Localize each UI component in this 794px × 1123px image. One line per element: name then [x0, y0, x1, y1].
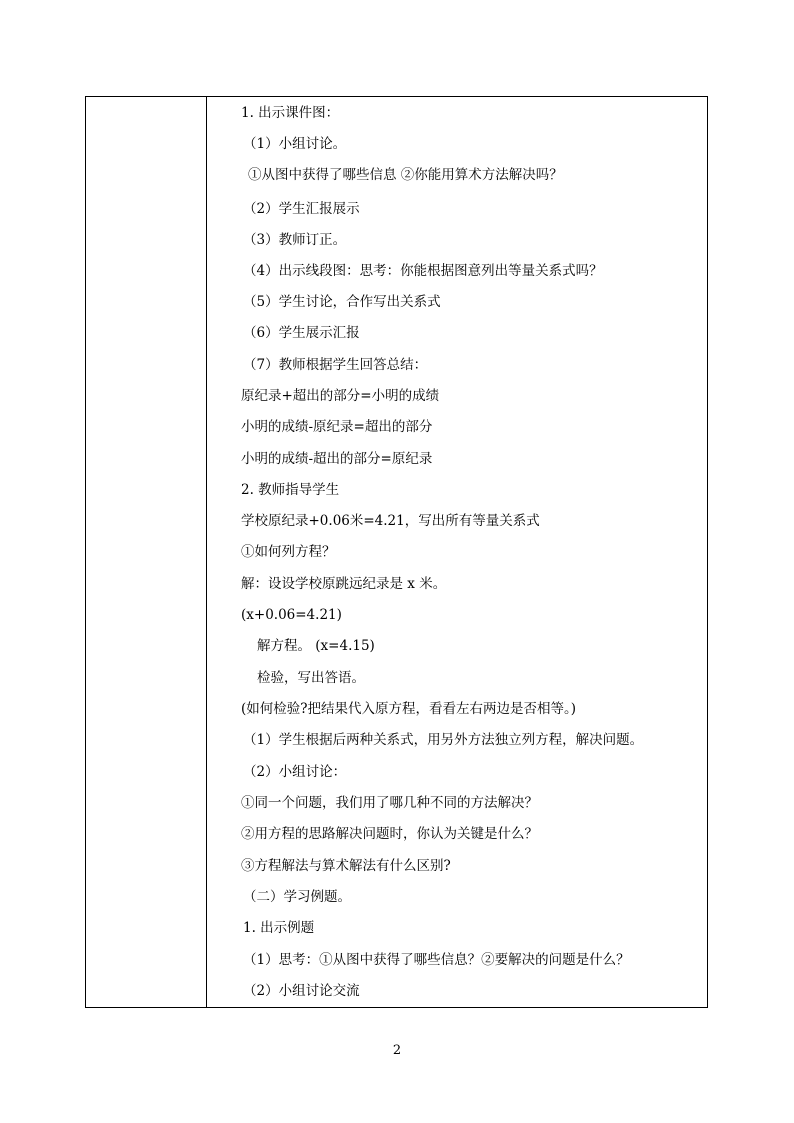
text-line: (如何检验?把结果代入原方程，看看左右两边是否相等。) — [241, 701, 577, 717]
page-number: 2 — [392, 1043, 402, 1058]
text-line: （1）小组讨论。 — [243, 136, 347, 152]
text-line: 解：设设学校原跳远纪录是 x 米。 — [241, 576, 447, 592]
text-line: 小明的成绩-原纪录=超出的部分 — [241, 419, 433, 435]
lesson-table — [85, 96, 708, 1008]
text-line: ③方程解法与算术解法有什么区别? — [241, 858, 451, 874]
text-line: （3）教师订正。 — [243, 232, 347, 248]
text-line: （2）小组讨论： — [243, 764, 347, 780]
text-line: ②用方程的思路解决问题时，你认为关键是什么？ — [241, 826, 538, 842]
text-line: （1）学生根据后两种关系式，用另外方法独立列方程，解决问题。 — [243, 732, 644, 748]
text-line: 小明的成绩-超出的部分=原纪录 — [241, 451, 433, 467]
text-line: （6）学生展示汇报 — [243, 325, 360, 341]
text-line: （2）学生汇报展示 — [243, 201, 360, 217]
text-line: 2. 教师指导学生 — [241, 482, 340, 498]
text-line: （7）教师根据学生回答总结： — [243, 357, 428, 373]
left-column-cell — [86, 97, 207, 1007]
text-line: 1. 出示课件图： — [241, 105, 340, 121]
text-line: （1）思考：①从图中获得了哪些信息？②要解决的问题是什么？ — [243, 952, 630, 968]
text-line: 解方程。 (x=4.15) — [257, 638, 375, 654]
text-line: ①同一个问题，我们用了哪几种不同的方法解决？ — [241, 795, 538, 811]
text-line: （5）学生讨论，合作写出关系式 — [243, 294, 441, 310]
text-line: (x+0.06=4.21) — [241, 607, 342, 623]
text-line: 1. 出示例题 — [243, 920, 315, 936]
text-line: 学校原纪录+0.06米=4.21，写出所有等量关系式 — [241, 513, 540, 529]
text-line: （4）出示线段图：思考：你能根据图意列出等量关系式吗？ — [243, 263, 603, 279]
text-line: 检验，写出答语。 — [257, 670, 365, 686]
text-line: ①从图中获得了哪些信息 ②你能用算术方法解决吗？ — [248, 167, 563, 183]
content-cell — [207, 97, 707, 1007]
text-line: ①如何列方程？ — [241, 544, 336, 560]
text-line: 原纪录+超出的部分=小明的成绩 — [241, 388, 440, 404]
text-line: （2）小组讨论交流 — [243, 983, 360, 999]
text-line: （二）学习例题。 — [243, 889, 351, 905]
